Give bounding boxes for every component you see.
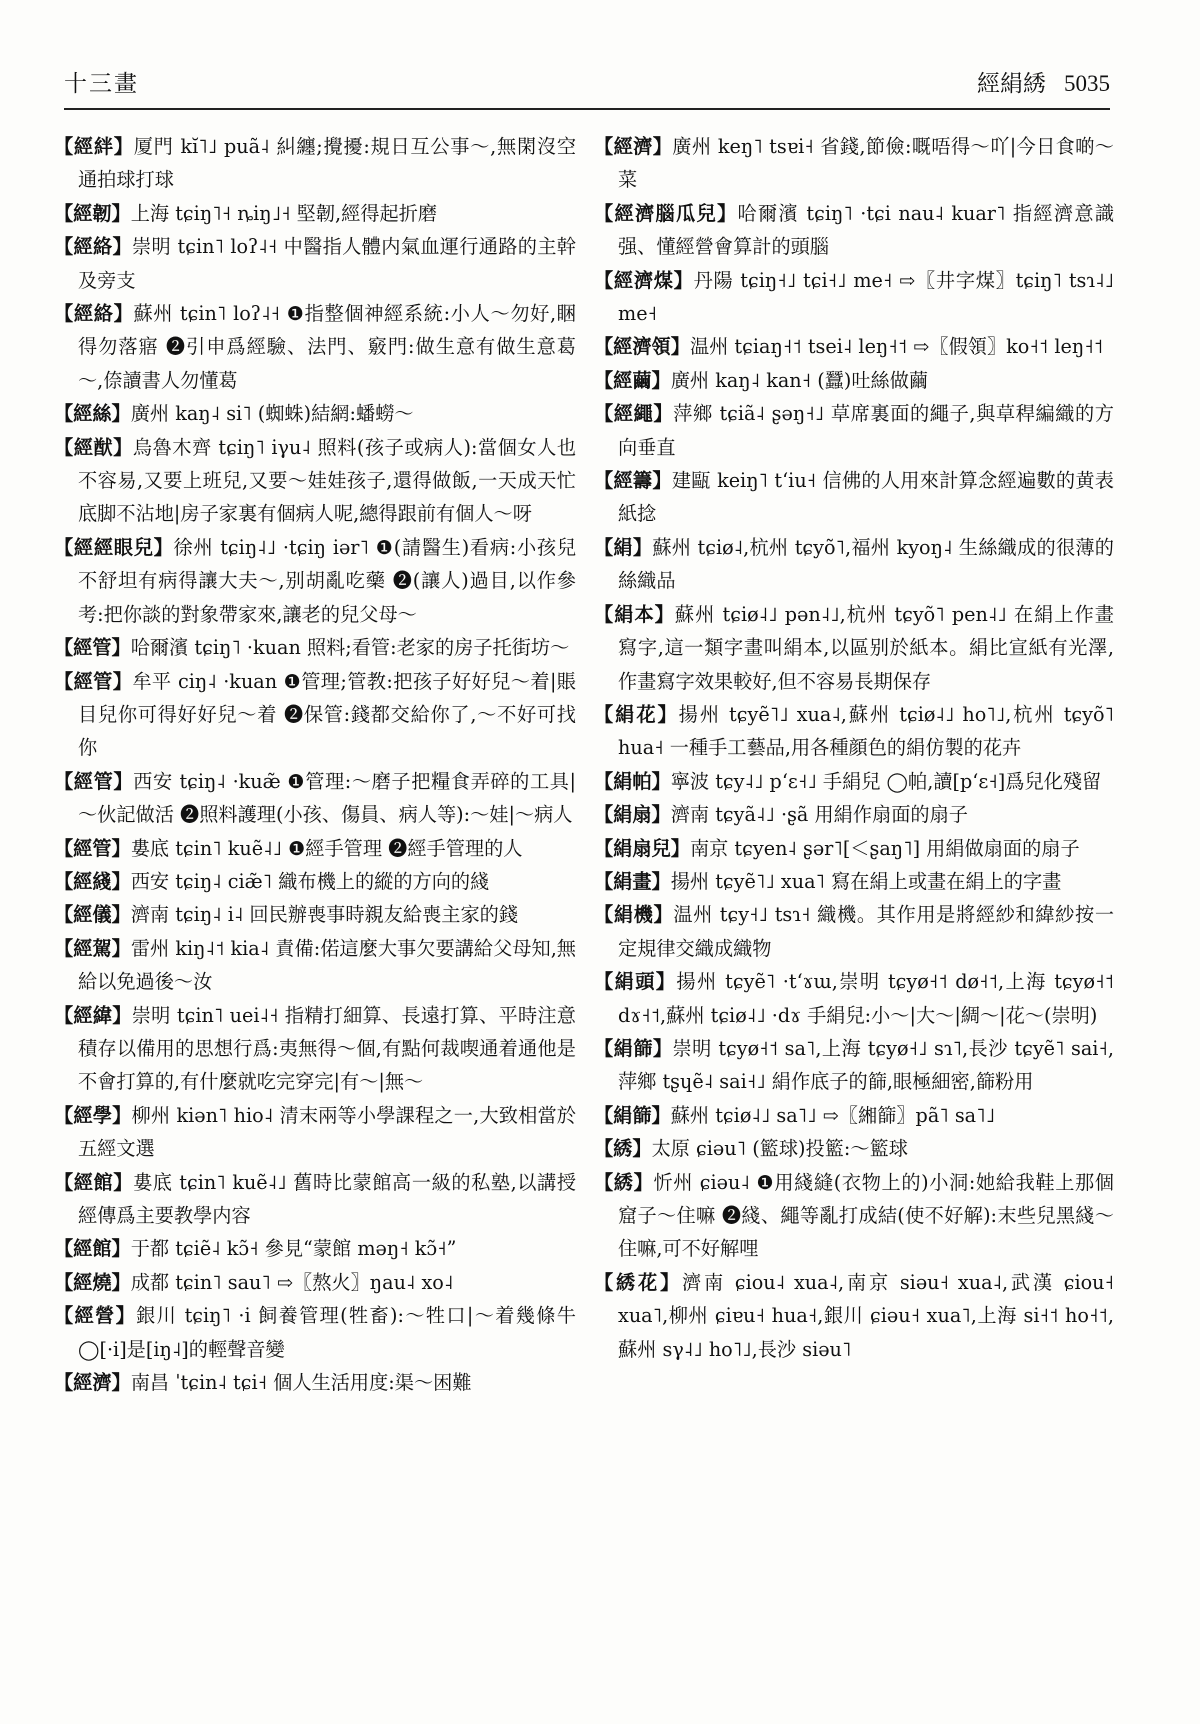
entry-definition: 揚州 tɕyẽ˥ ·tʻɤɯ,崇明 tɕyø˧˦ dø˧˦,上海 tɕyø˧˦ dɤ˧˦,蘇州 tɕiø˨˩ ·dɤ 手絹兒:小～|大～|綢～|花～(崇明) xyxy=(618,970,1114,1027)
dictionary-entry xyxy=(54,665,576,765)
dictionary-entry xyxy=(594,798,1114,831)
dictionary-entry xyxy=(594,1266,1114,1366)
entry-definition: 温州 tɕy˧˩ tsɿ˧ 織機。其作用是將經紗和緯紗按一定規律交織成織物 xyxy=(618,903,1115,960)
entry-headword: 【絹篩】 xyxy=(594,1103,671,1127)
entry-definition: 太原 ɕiəu˥ (籃球)投籃:～籃球 xyxy=(651,1137,908,1161)
entry-headword: 【經管】 xyxy=(54,636,131,660)
entry-headword: 【絹帕】 xyxy=(594,769,671,793)
dictionary-entry xyxy=(594,965,1114,1032)
entry-definition: 濟南 ɕiou˨ xua˨,南京 siəu˧ xua˨,武漢 ɕiou˧ xua˥,柳州 ɕiɐu˧ hua˧,銀川 ɕiəu˧ xua˥,上海 si˧˦ ho˧˦,蘇州 sγ˨˩ ho˥˩,長沙 siəu˥ xyxy=(618,1270,1114,1361)
entry-headword: 【綉】 xyxy=(594,1170,654,1194)
dictionary-entry xyxy=(594,330,1114,363)
entry-definition: 烏魯木齊 tɕiŋ˥ iγu˨ 照料(孩子或病人):當個女人也不容易,又要上班兒,又要～娃娃孩子,還得做飯,一天成天忙底脚不沾地|房子家裏有個病人呢,總得跟前有個人～呀 xyxy=(78,435,577,526)
dictionary-entry xyxy=(54,230,576,297)
dictionary-entry xyxy=(54,898,576,931)
entry-definition: 蘇州 tɕiø˨˩ pən˨˩,杭州 tɕyõ˥ pen˨˩ 在絹上作畫寫字,這一類字畫叫絹本,以區别於紙本。絹比宣紙有光澤,作畫寫字效果較好,但不容易長期保存 xyxy=(618,602,1114,693)
entry-definition: 萍鄉 tɕiã˨ ʂəŋ˧˩ 草席裏面的繩子,與草稈編織的方向垂直 xyxy=(618,402,1114,459)
entry-headword: 【經館】 xyxy=(54,1237,131,1261)
left-column xyxy=(54,130,576,1399)
dictionary-entry xyxy=(594,898,1114,965)
running-head xyxy=(977,65,1110,98)
entry-definition: 忻州 ɕiəu˨ ❶用綫縫(衣物上的)小洞:她給我鞋上那個窟子～住嘛 ❷綫、繩等亂打成結(使不好解):末些兒黑綫～住嘛,可不好解哩 xyxy=(618,1170,1114,1261)
entry-headword: 【經儀】 xyxy=(54,903,131,927)
dictionary-entry xyxy=(54,297,576,397)
entry-headword: 【絹扇兒】 xyxy=(594,836,690,860)
dictionary-entry xyxy=(594,598,1114,698)
dictionary-entry xyxy=(594,531,1114,598)
entry-definition: 濟南 tɕiŋ˨ i˨ 回民辦喪事時親友給喪主家的錢 xyxy=(130,903,519,927)
entry-definition: 銀川 tɕiŋ˥ ·i 飼養管理(牲畜):～牲口|～着幾條牛 ◯[·i]是[iŋ˨]的輕聲音變 xyxy=(78,1304,576,1361)
section-title: 十三畫 xyxy=(64,71,139,97)
dictionary-entry xyxy=(54,197,576,230)
entry-headword: 【經繩】 xyxy=(594,402,674,426)
dictionary-entry xyxy=(54,999,576,1099)
entry-definition: 柳州 kiən˥ hio˨ 清末兩等小學課程之一,大致相當於五經文選 xyxy=(78,1103,576,1161)
entry-headword: 【經學】 xyxy=(54,1103,132,1127)
entry-headword: 【絹畫】 xyxy=(594,869,671,893)
entry-headword: 【經管】 xyxy=(54,836,131,860)
dictionary-entry xyxy=(54,865,576,898)
dictionary-entry xyxy=(54,1299,576,1366)
entry-definition: 蘇州 tɕiø˨˩ sa˥˩ ⇨〖緗篩〗pã˥ sa˥˩ xyxy=(670,1103,996,1127)
entry-headword: 【絹篩】 xyxy=(594,1036,673,1060)
entry-headword: 【經濟腦瓜兒】 xyxy=(594,201,738,225)
dictionary-entry xyxy=(594,197,1114,264)
entry-headword: 【絹花】 xyxy=(594,702,679,726)
entry-headword: 【經絆】 xyxy=(54,135,134,158)
entry-definition: 崇明 tɕin˥ loʔ˨˧ 中醫指人體内氣血運行通路的主幹及旁支 xyxy=(78,235,576,292)
entry-headword: 【經濟煤】 xyxy=(594,268,694,292)
dictionary-entry xyxy=(54,431,576,531)
entry-headword: 【經緯】 xyxy=(54,1003,132,1027)
entry-definition: 蘇州 tɕin˥ loʔ˨˧ ❶指整個神經系統:小人～勿好,睏得勿落寤 ❷引申爲經驗、法門、竅門:做生意有做生意葛～,倷讀書人勿懂葛 xyxy=(78,302,576,392)
entry-definition: 揚州 tɕyẽ˥˩ xua˥ 寫在絹上或畫在絹上的字畫 xyxy=(670,869,1062,893)
entry-definition: 婁底 tɕin˥ kuẽ˨˩ ❶經手管理 ❷經手管理的人 xyxy=(130,836,523,860)
entry-definition: 丹陽 tɕiŋ˧˩ tɕi˧˩ me˧ ⇨〖井字煤〗tɕiŋ˥ tsɿ˨˩ me˧ xyxy=(618,268,1115,326)
entry-headword: 【絹】 xyxy=(594,535,653,559)
dictionary-entry xyxy=(54,765,576,832)
entry-definition: 建甌 keiŋ˥ tʻiu˧ 信佛的人用來計算念經遍數的黄表紙捻 xyxy=(618,469,1114,526)
entry-headword: 【經營】 xyxy=(54,1304,137,1328)
entry-definition: 廣州 kaŋ˨ si˥ (蜘蛛)結網:蟠蟧～ xyxy=(130,402,414,426)
dictionary-entry xyxy=(54,1266,576,1299)
dictionary-entry xyxy=(594,1099,1114,1132)
dictionary-entry xyxy=(54,1232,576,1265)
entry-headword: 【經館】 xyxy=(54,1170,134,1194)
dictionary-entry xyxy=(54,631,576,664)
entry-definition: 西安 tɕiŋ˨ ·kuæ̃ ❶管理:～磨子把糧食弄碎的工具|～伙記做活 ❷照料護理(小孩、傷員、病人等):～娃|～病人 xyxy=(78,769,577,827)
entry-headword: 【經燒】 xyxy=(54,1270,131,1294)
dictionary-entry xyxy=(54,397,576,430)
entry-headword: 【經管】 xyxy=(54,669,133,693)
dictionary-entry xyxy=(594,1166,1114,1266)
entry-headword: 【絹本】 xyxy=(594,602,675,626)
dictionary-entry xyxy=(54,832,576,865)
entry-definition: 南京 tɕyen˨ ʂər˥[＜ʂaŋ˥] 用絹做扇面的扇子 xyxy=(689,836,1080,860)
entry-definition: 婁底 tɕin˥ kuẽ˨˩ 舊時比蒙館高一級的私塾,以講授經傳爲主要教學内容 xyxy=(78,1170,577,1227)
entry-headword: 【絹機】 xyxy=(594,903,674,927)
entry-headword: 【經繭】 xyxy=(594,368,671,392)
dictionary-entry xyxy=(54,1099,576,1166)
entry-definition: 崇明 tɕin˥ uei˨˧ 指精打細算、長遠打算、平時注意積存以備用的思想行爲:夷無得～個,有點何裁喫通着通他是不會打算的,有什麼就吃完穿完|有～|無～ xyxy=(78,1003,576,1094)
entry-definition: 西安 tɕiŋ˨ ciæ̃˥ 織布機上的縱的方向的綫 xyxy=(130,869,490,893)
entry-headword: 【經絲】 xyxy=(54,402,131,426)
entry-definition: 上海 tɕiŋ˥˧ ȵiŋ˩˧ 堅韌,經得起折磨 xyxy=(130,201,438,225)
entry-definition: 濟南 tɕyã˨˩ ·ʂã 用絹作扇面的扇子 xyxy=(670,803,968,827)
dictionary-entry xyxy=(594,765,1114,798)
entry-definition: 于都 tɕiẽ˨ kɔ̃˧ 參見“蒙館 məŋ˧ kɔ̃˧” xyxy=(130,1237,457,1261)
dictionary-entry xyxy=(54,531,576,631)
entry-headword: 【綉】 xyxy=(594,1137,652,1161)
entry-headword: 【經韌】 xyxy=(54,201,131,225)
entry-definition: 南昌 ˈtɕin˨ tɕi˧ 個人生活用度:渠～困難 xyxy=(130,1371,472,1395)
entry-definition: 哈爾濱 tɕiŋ˥ ·tɕi nau˨ kuar˥ 指經濟意識强、懂經營會算計的頭腦 xyxy=(618,201,1115,259)
dictionary-entry xyxy=(594,698,1114,765)
entry-headword: 【經絡】 xyxy=(54,302,134,326)
entry-headword: 【經管】 xyxy=(54,769,134,793)
dictionary-entry xyxy=(594,364,1114,397)
entry-definition: 牟平 ciŋ˨ ·kuan ❶管理;管教:把孩子好好兒～着|賬目兒你可得好好兒～着 ❷保管:錢都交給你了,～不好可找你 xyxy=(78,669,576,760)
entry-headword: 【經濟領】 xyxy=(594,335,690,359)
dictionary-entry xyxy=(594,464,1114,531)
entry-definition: 蘇州 tɕiø˨,杭州 tɕyõ˥,福州 kyoŋ˨ 生絲織成的很薄的絲織品 xyxy=(618,535,1114,593)
entry-headword: 【綉花】 xyxy=(594,1270,682,1294)
dictionary-entry xyxy=(54,932,576,999)
entry-headword: 【經綫】 xyxy=(54,869,131,893)
entry-headword: 【經絡】 xyxy=(54,235,133,259)
dictionary-entry xyxy=(594,397,1114,464)
entry-headword: 【經濟】 xyxy=(54,1371,131,1395)
entry-definition: 雷州 kiŋ˨˦ kia˨ 責備:偌這麼大事欠要講給父母知,無給以免過後～汝 xyxy=(78,936,576,994)
dictionary-entry xyxy=(594,1132,1114,1165)
entry-definition: 崇明 tɕyø˧˦ sa˥,上海 tɕyø˧˩ sɿ˥,長沙 tɕyẽ˥ sai˧,萍鄉 tʂɥẽ˨ sai˧˩ 絹作底子的篩,眼極細密,篩粉用 xyxy=(618,1036,1114,1094)
entry-definition: 厦門 kĭ˥˩ puã˨ 糾纏;攪擾:規日互公事～,無閑沒空通拍球打球 xyxy=(78,135,577,192)
entry-definition: 揚州 tɕyẽ˥˩ xua˨,蘇州 tɕiø˨˩ ho˥˩,杭州 tɕyõ˥ hua˧ 一種手工藝品,用各種顔色的絹仿製的花卉 xyxy=(618,702,1115,760)
entry-headword: 【經籌】 xyxy=(594,469,672,493)
dictionary-entry xyxy=(594,865,1114,898)
dictionary-entry xyxy=(54,130,576,197)
page-number: 5035 xyxy=(1064,71,1110,96)
guide-words: 經絹綉 xyxy=(977,71,1046,97)
entry-headword: 【經猷】 xyxy=(54,435,133,459)
dictionary-entry xyxy=(594,130,1114,197)
entry-headword: 【經經眼兒】 xyxy=(54,535,174,559)
entry-definition: 哈爾濱 tɕiŋ˥ ·kuan 照料;看管:老家的房子托街坊～ xyxy=(130,636,570,660)
dictionary-entry xyxy=(594,832,1114,865)
entry-definition: 徐州 tɕiŋ˨˩ ·tɕiŋ iər˥ ❶(請醫生)看病:小孩兒不舒坦有病得讓大夫～,别胡亂吃藥 ❷(讓人)過目,以作參考:把你談的對象帶家來,讓老的兒父母～ xyxy=(78,535,577,626)
entry-headword: 【經駕】 xyxy=(54,936,131,960)
entry-definition: 寧波 tɕy˨˩ pʻɛ˧˩ 手絹兒 ◯帕,讀[pʻɛ˧]爲兒化殘留 xyxy=(670,769,1102,793)
dictionary-entry xyxy=(54,1366,576,1399)
entry-definition: 成都 tɕin˥ sau˥ ⇨〖熬火〗ŋau˨ xo˨ xyxy=(130,1270,454,1294)
page-header xyxy=(64,64,1110,110)
dictionary-entry xyxy=(594,264,1114,331)
entry-definition: 温州 tɕiaŋ˧˦ tsei˨ leŋ˧˦ ⇨〖假領〗ko˧˦ leŋ˧˦ xyxy=(689,335,1104,359)
entry-headword: 【絹頭】 xyxy=(594,970,677,994)
dictionary-entry xyxy=(54,1166,576,1233)
right-column xyxy=(594,130,1114,1366)
entry-headword: 【經濟】 xyxy=(594,135,673,158)
entry-definition: 廣州 keŋ˥ tsɐi˧ 省錢,節儉:嘅唔得～吖|今日食啲～菜 xyxy=(618,135,1114,192)
dictionary-entry xyxy=(594,1032,1114,1099)
entry-headword: 【絹扇】 xyxy=(594,803,671,827)
entry-definition: 廣州 kaŋ˨ kan˧ (蠶)吐絲做繭 xyxy=(670,368,929,392)
